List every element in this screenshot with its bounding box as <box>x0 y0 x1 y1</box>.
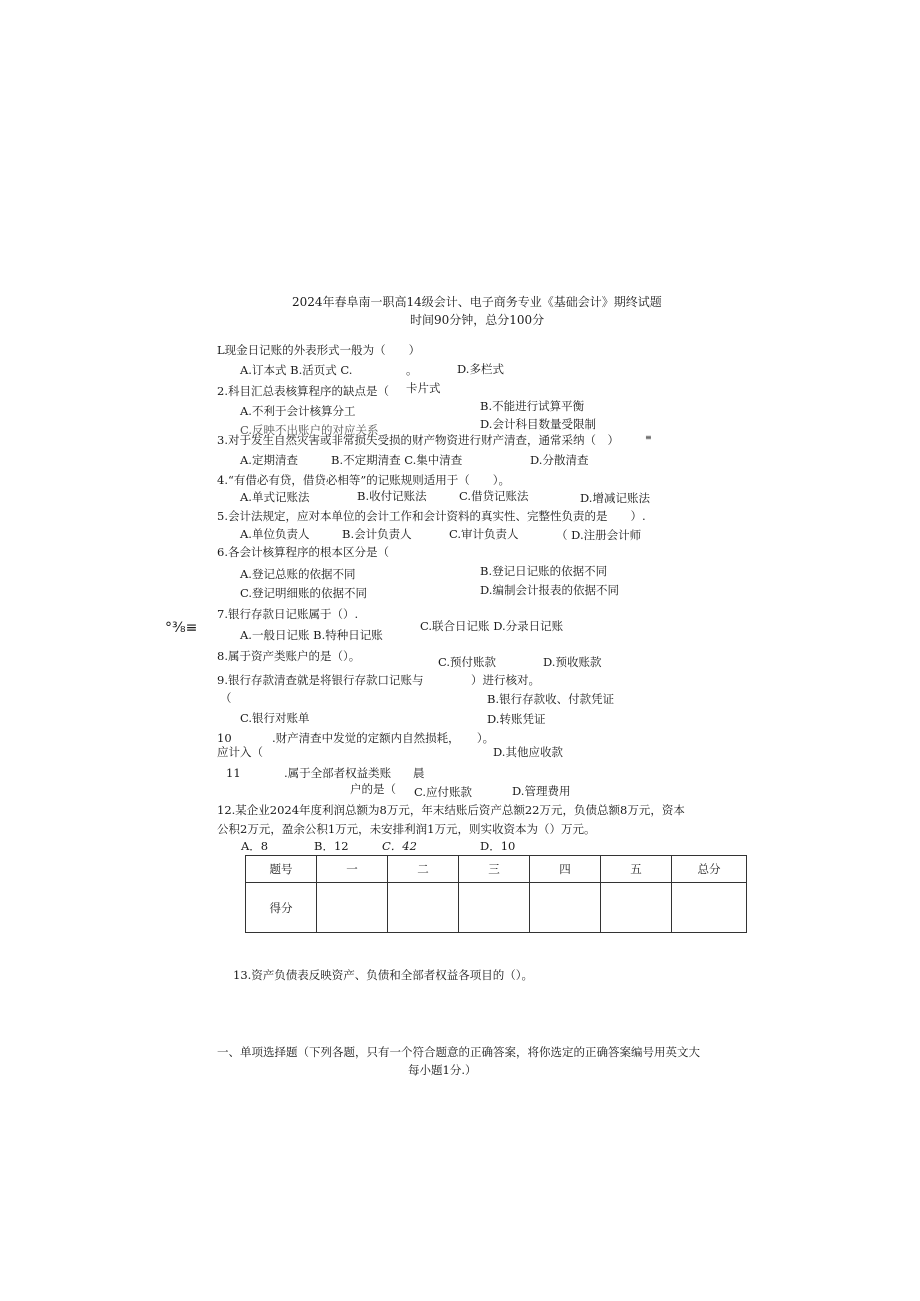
q8-option-d: D.预收账款 <box>543 655 602 669</box>
q2-option-a: A.不利于会计核算分工 <box>240 404 356 418</box>
q3-options-bc: B.不定期清查 C.集中清查 <box>331 453 463 467</box>
score-cell-3[interactable] <box>459 883 530 933</box>
section-1-heading: 一、单项选择题（下列各题，只有一个符合题意的正确答案，将你选定的正确答案编号用英文大 <box>217 1045 700 1059</box>
q9-paren: （ <box>220 691 232 705</box>
question-10-number: 10 <box>217 731 232 745</box>
q9-option-d: D.转账凭证 <box>487 712 546 726</box>
score-table-score-row <box>246 883 747 933</box>
q11-option-d: D.管理费用 <box>512 784 571 798</box>
question-11: .属于全部者权益类账 <box>284 766 392 780</box>
question-12-line2: 公积2万元，盈余公积1万元，未安排利润1万元，则实收资本为（）万元。 <box>217 822 596 836</box>
question-5: 5.会计法规定，应对本单位的会计工作和会计资料的真实性、完整性负责的是 ）. <box>217 509 646 523</box>
q5-option-a: A.单位负责人 <box>240 527 310 541</box>
header-label-cell: 题号 <box>246 856 317 883</box>
margin-mark: °⅜≡ <box>165 620 198 636</box>
q12-option-d: D．10 <box>480 839 516 853</box>
score-table <box>245 855 747 933</box>
question-13: 13.资产负债表反映资产、负债和全部者权益各项目的（）。 <box>233 968 534 982</box>
question-9: 9.银行存款清查就是将银行存款口记账与 <box>217 673 424 687</box>
q12-option-c: C．42 <box>382 839 417 853</box>
score-cell-5[interactable] <box>601 883 672 933</box>
q12-option-b: B．12 <box>314 839 349 853</box>
q6-option-a: A.登记总账的依据不同 <box>240 567 356 581</box>
q8-option-c: C.预付账款 <box>438 655 497 669</box>
q9-option-c: C.银行对账单 <box>240 711 310 725</box>
q1-option-d: D.多栏式 <box>457 362 504 376</box>
q7-options-cd: C.联合日记账 D.分录日记账 <box>420 619 564 633</box>
question-2: 2.科目汇总表核算程序的缺点是（ <box>217 384 389 398</box>
question-8: 8.属于资产类账户的是（）。 <box>217 649 361 663</box>
section-1-note: 每小题1分.） <box>408 1063 477 1077</box>
score-label-cell: 得分 <box>246 883 317 933</box>
question-1: L现金日记账的外表形式一般为（ ） <box>217 343 421 357</box>
q11-option-c: C.应付账款 <box>414 785 473 799</box>
header-col-5: 五 <box>601 856 672 883</box>
q1-dot: 。 <box>406 363 418 377</box>
score-cell-4[interactable] <box>530 883 601 933</box>
q7-options-ab: A.一般日记账 B.特种日记账 <box>240 628 383 642</box>
q4-option-a: A.单式记账法 <box>240 490 310 504</box>
q2-option-d: D.会计科目数量受限制 <box>480 417 596 431</box>
question-10: .财产清查中发觉的定额内自然损耗， ）。 <box>272 731 495 745</box>
q6-option-b: B.登记日记账的依据不同 <box>480 564 608 578</box>
exam-title: 2024年春阜南一职高14级会计、电子商务专业《基础会计》期终试题 <box>292 295 662 309</box>
q3-mark: ≡ <box>645 433 652 442</box>
q2-option-b: B.不能进行试算平衡 <box>480 399 585 413</box>
q5-option-b: B.会计负责人 <box>342 527 412 541</box>
question-6: 6.各会计核算程序的根本区分是（ <box>217 545 389 559</box>
question-3: 3.对于发生自然灾害或非常损失受损的财产物资进行财产清查，通常采纳（ ） <box>217 433 619 447</box>
question-4: 4.“有借必有贷，借贷必相等”的记账规则适用于（ ）。 <box>217 473 510 487</box>
question-7: 7.银行存款日记账属于（）. <box>217 607 359 621</box>
q10-option-d: D.其他应收款 <box>493 745 563 759</box>
q4-option-d: D.增减记账法 <box>580 491 650 505</box>
q10-continuation: 应计入（ <box>217 745 263 759</box>
q5-option-c: C.审计负责人 <box>449 527 519 541</box>
q1-options-ab: A.订本式 B.活页式 C. <box>240 363 353 377</box>
q6-option-d: D.编制会计报表的依据不同 <box>480 583 619 597</box>
q9-tail: ）进行核对。 <box>471 673 540 687</box>
header-col-2: 二 <box>388 856 459 883</box>
q2-option-c: C.反映不出账户的对应关系 <box>240 423 379 437</box>
header-total: 总分 <box>672 856 747 883</box>
q12-option-a: A．8 <box>241 839 269 853</box>
header-col-1: 一 <box>317 856 388 883</box>
score-cell-total[interactable] <box>672 883 747 933</box>
score-table-header-row <box>246 856 747 883</box>
q5-option-d: （ D.注册会计师 <box>556 528 642 542</box>
question-12: 12.某企业2024年度利润总额为8万元，年末结账后资产总额22万元，负债总额8万元，资本 <box>217 803 685 817</box>
q3-option-d: D.分散清查 <box>530 453 589 467</box>
question-11-number: 11 <box>226 766 241 780</box>
header-col-4: 四 <box>530 856 601 883</box>
score-cell-1[interactable] <box>317 883 388 933</box>
header-col-3: 三 <box>459 856 530 883</box>
exam-subtitle: 时间90分钟，总分100分 <box>410 313 545 327</box>
score-cell-2[interactable] <box>388 883 459 933</box>
q4-option-c: C.借贷记账法 <box>459 489 529 503</box>
q11-mark: 晨 <box>413 766 425 780</box>
q9-option-b: B.银行存款收、付款凭证 <box>487 692 615 706</box>
q3-option-a: A.定期清查 <box>240 453 298 467</box>
q6-option-c: C.登记明细账的依据不同 <box>240 586 368 600</box>
q4-option-b: B.收付记账法 <box>357 489 427 503</box>
q1-option-c-card: 卡片式 <box>406 381 441 395</box>
q11-continuation: 户的是（ <box>350 782 396 796</box>
